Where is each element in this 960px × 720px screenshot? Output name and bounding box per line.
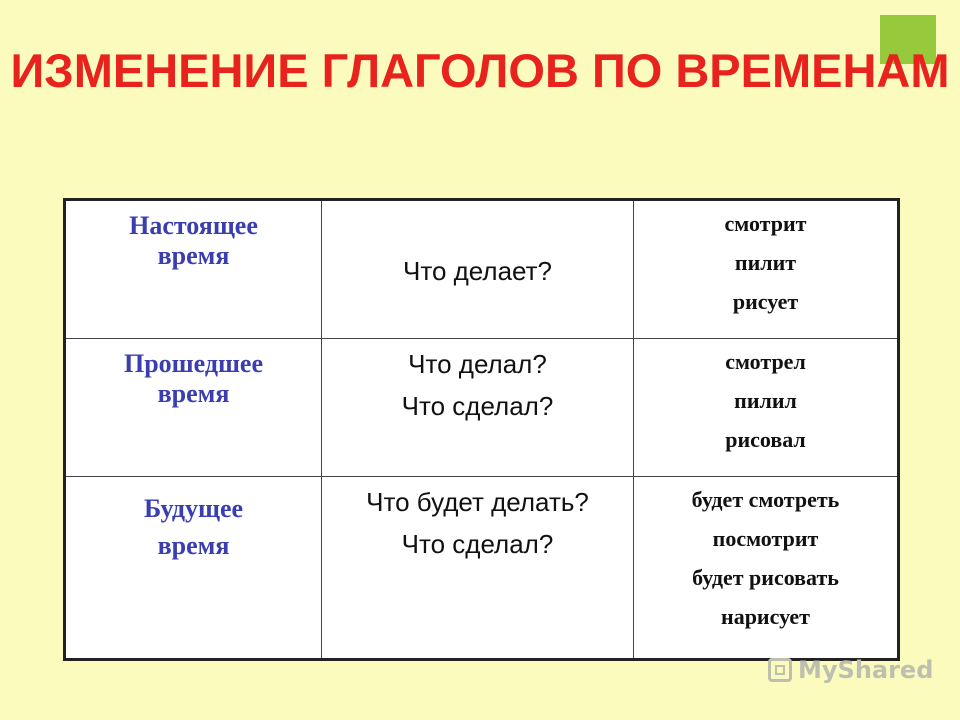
slide-title: ИЗМЕНЕНИЕ ГЛАГОЛОВ ПО ВРЕМЕНАМ (10, 44, 950, 97)
example-verb: рисовал (725, 427, 806, 452)
example-verb: нарисует (721, 604, 810, 629)
tense-label-line: время (157, 241, 230, 270)
question-text: Что будет делать? (366, 487, 589, 517)
example-verb: будет смотреть (691, 487, 840, 512)
example-verb: смотрел (725, 349, 806, 374)
question-text: Что делает? (403, 256, 552, 286)
question-text: Что делал? (408, 349, 547, 379)
tense-label-line: Будущее (143, 494, 244, 523)
example-verb: смотрит (724, 211, 807, 236)
tense-cell (65, 477, 322, 660)
question-cell (322, 477, 634, 660)
tense-label-line: Прошедшее (123, 349, 263, 378)
verb-tense-table (63, 198, 900, 661)
tense-cell (65, 200, 322, 339)
watermark (768, 656, 933, 684)
tense-cell (65, 339, 322, 477)
presentation-icon (768, 658, 792, 682)
example-verb: пилил (734, 388, 797, 413)
example-verb: посмотрит (712, 526, 819, 551)
watermark-text: MyShared (798, 656, 934, 684)
example-verb: рисует (732, 289, 799, 314)
question-text: Что сделал? (401, 529, 554, 559)
question-cell (322, 200, 634, 339)
table-row (65, 339, 899, 477)
table-row (65, 477, 899, 660)
examples-cell (634, 200, 899, 339)
question-text: Что сделал? (401, 391, 554, 421)
question-cell (322, 339, 634, 477)
tense-label-line: время (157, 531, 230, 560)
table-row (65, 200, 899, 339)
example-verb: будет рисовать (692, 565, 839, 590)
tense-label-line: Настоящее (129, 211, 258, 240)
example-verb: пилит (734, 250, 797, 275)
examples-cell (634, 477, 899, 660)
examples-cell (634, 339, 899, 477)
tense-label-line: время (157, 379, 230, 408)
